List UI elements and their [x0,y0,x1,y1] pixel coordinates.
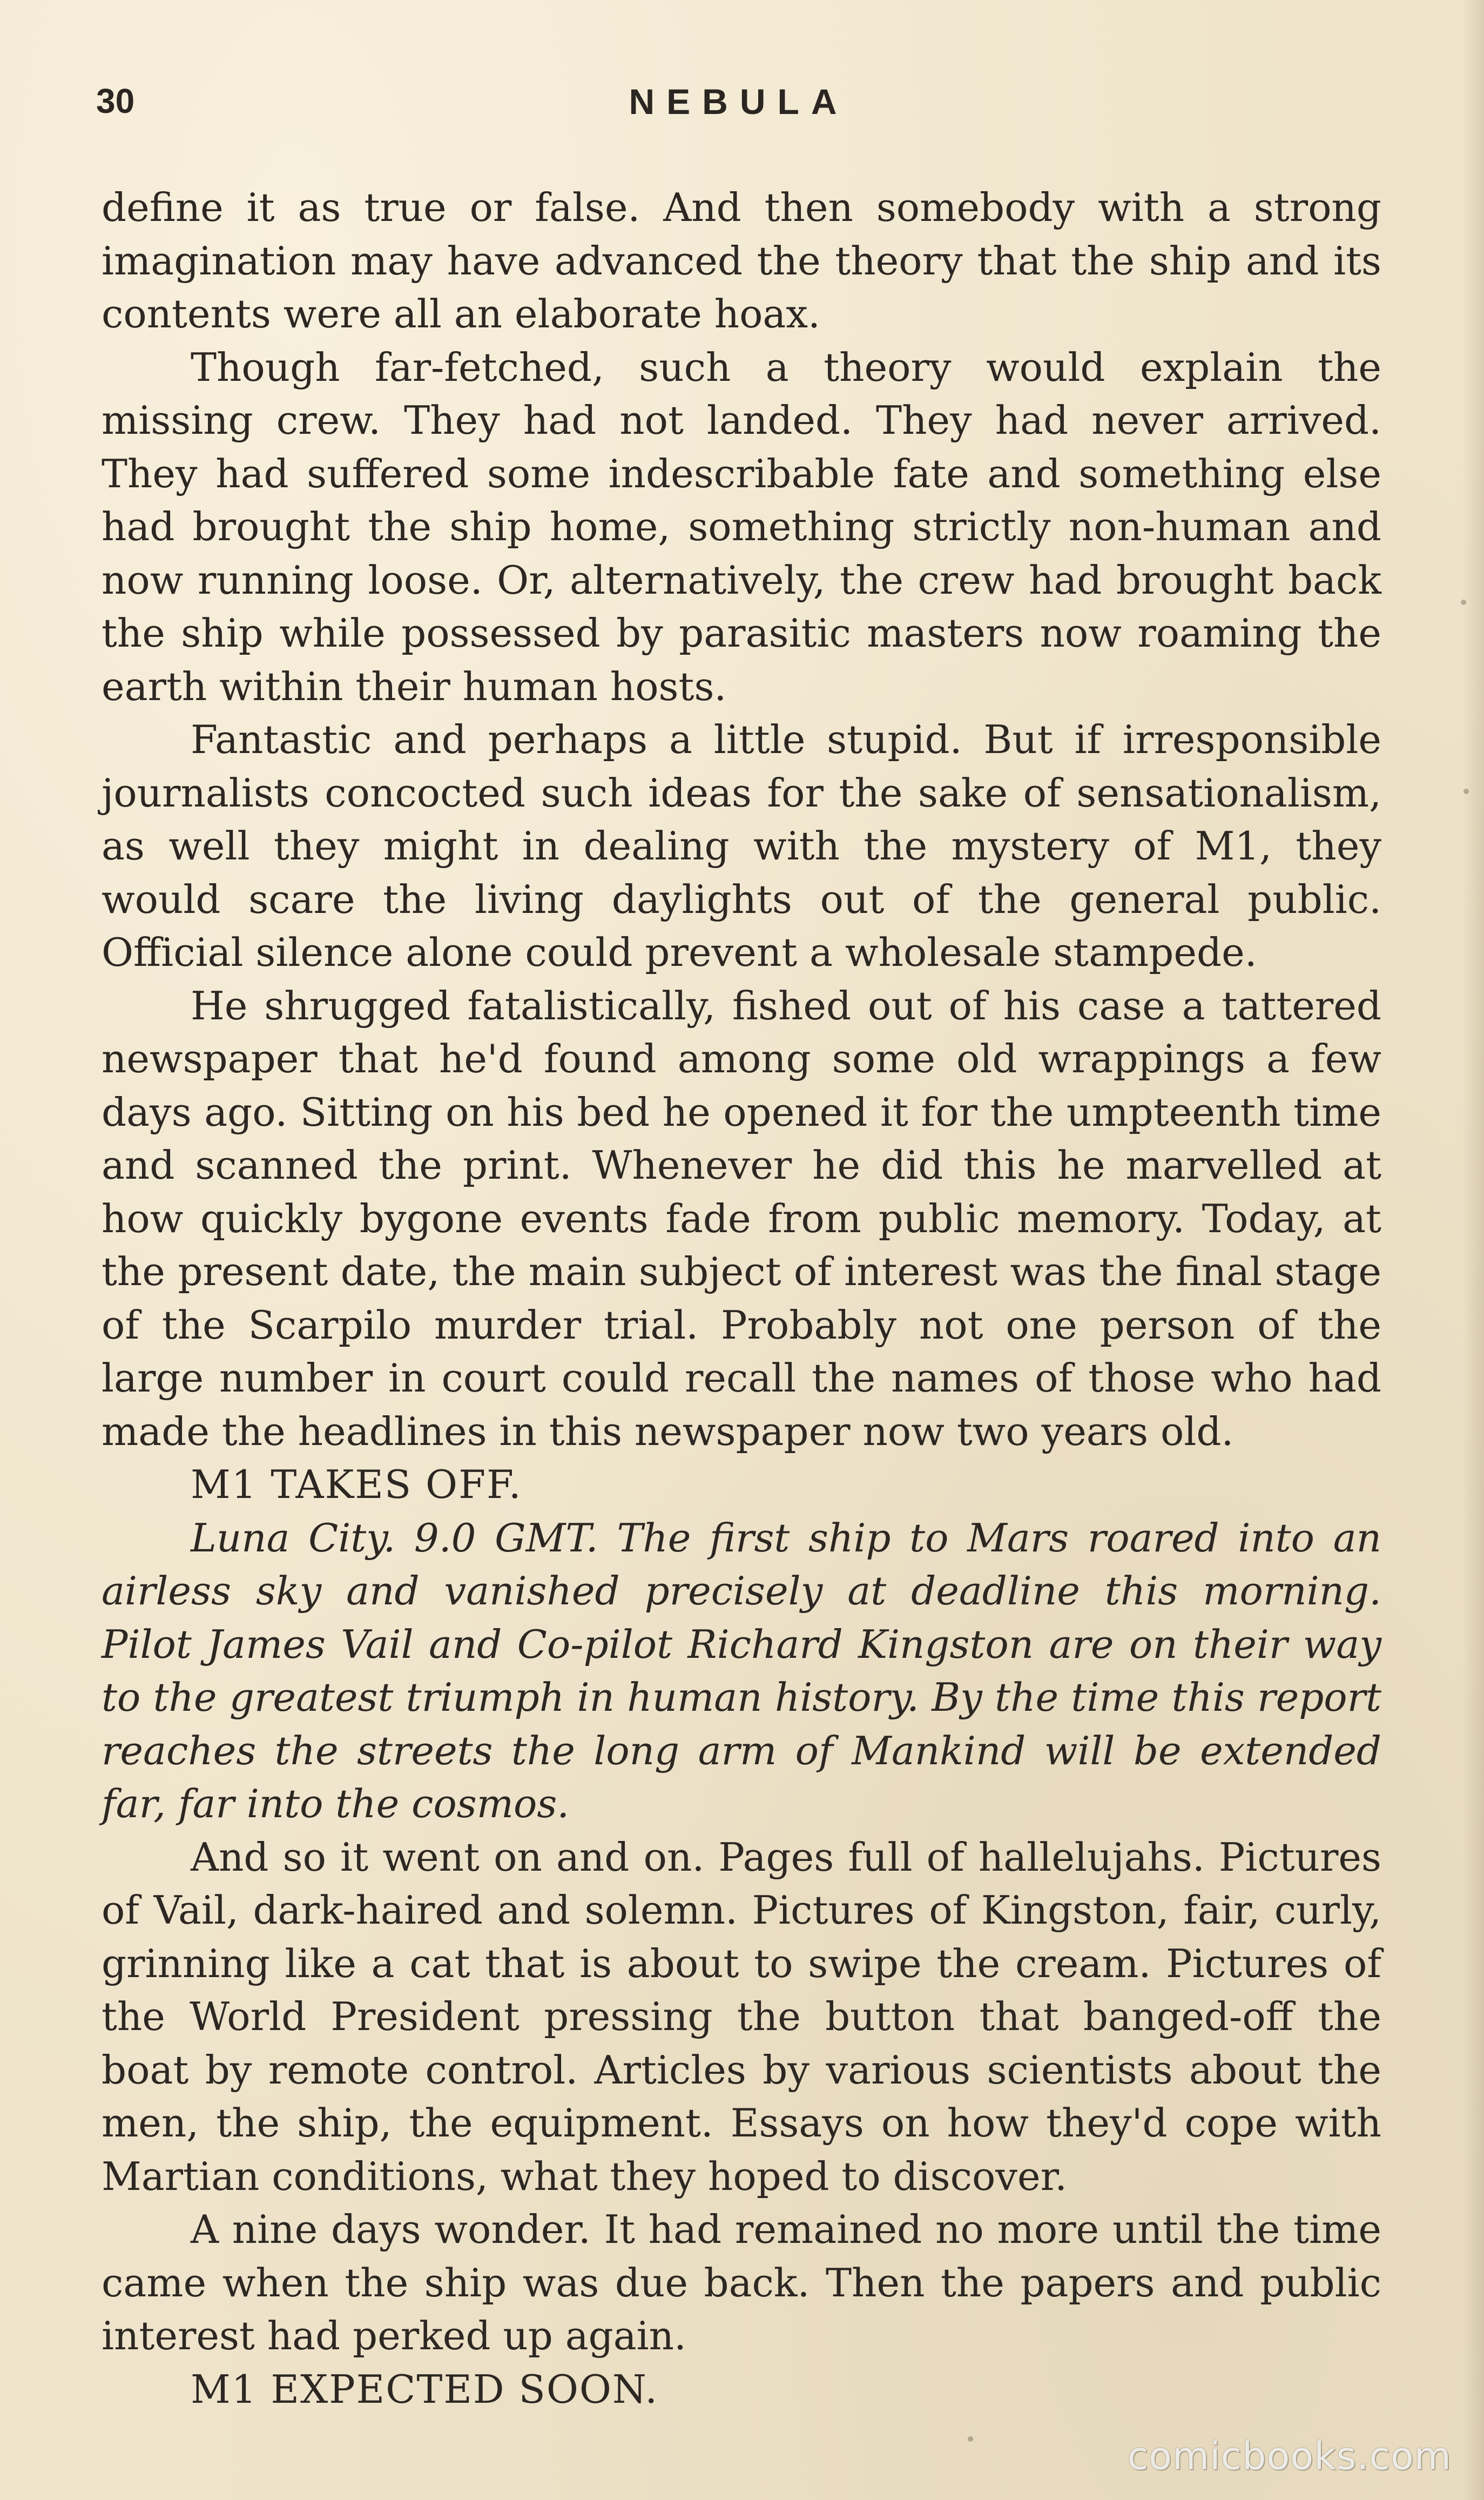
watermark-logo: comicbooks.com [1127,2434,1452,2478]
paper-speck [1461,600,1466,605]
paragraph: He shrugged fatalistically, fished out of his case a tattered newspaper that he'd found among some old wrappings a few days ago. Sitting on his bed he opened it for the umpteenth time and scanned the print. Whenever he did this he marvelled at how quickly bygone events fade from public memory. Today, at the present date, the main subject of interest was the final stage of the Scarpilo murder trial. Probably not one person of the large number in court could recall the names of those who had made the headlines in this newspaper now two years old. [102,983,1381,1454]
page-header [96,81,1381,135]
paper-speck [968,2436,973,2442]
paragraph: And so it went on and on. Pages full of hallelujahs. Pictures of Vail, dark-haired and solemn. Pictures of Kingston, fair, curly, grinning like a cat that is about to swipe the cream. Pictures of the World President pressing the button that banged-off the boat by remote control. Articles by various scientists about the men, the ship, the equipment. Essays on how they'd cope with Martian conditions, what they hoped to discover. [102,1834,1381,2199]
newspaper-report: Luna City. 9.0 GMT. The first ship to Mars roared into an airless sky and vanished precisely at deadline this morning. Pilot James Vail and Co-pilot Richard Kingston are on their way to the greatest triumph in human history. By the time this report reaches the streets the long arm of Mankind will be extended far, far into the cosmos. [102,1515,1381,1826]
paragraph: A nine days wonder. It had remained no more until the time came when the ship was due back. Then the papers and public interest had perked up again. [102,2207,1381,2358]
paragraph: Though far-fetched, such a theory would explain the missing crew. They had not landed. They had never arrived. They had suffered some indescribable fate and something else had brought the ship home, something strictly non-human and now running loose. Or, alternatively, the crew had brought back the ship while possessed by parasitic masters now roaming the earth within their human hosts. [102,344,1381,709]
newspaper-headline: M1 TAKES OFF. [191,1462,522,1507]
paragraph: define it as true or false. And then somebody with a strong imagination may have advanced the theory that the ship and its contents were all an elaborate hoax. [102,185,1381,337]
running-head: NEBULA [629,82,849,122]
body-text [102,181,1381,2416]
page-number: 30 [96,82,135,120]
paper-speck [1463,789,1469,794]
paragraph: Fantastic and perhaps a little stupid. But if irresponsible journalists concocted such ideas for the sake of sensationalism, as well they might in dealing with the mystery of M1, they would scare the living daylights out of the general public. Official silence alone could prevent a wholesale stampede. [102,717,1381,975]
page-edge-shadow [1462,0,1484,2500]
newspaper-headline: M1 EXPECTED SOON. [191,2366,659,2412]
